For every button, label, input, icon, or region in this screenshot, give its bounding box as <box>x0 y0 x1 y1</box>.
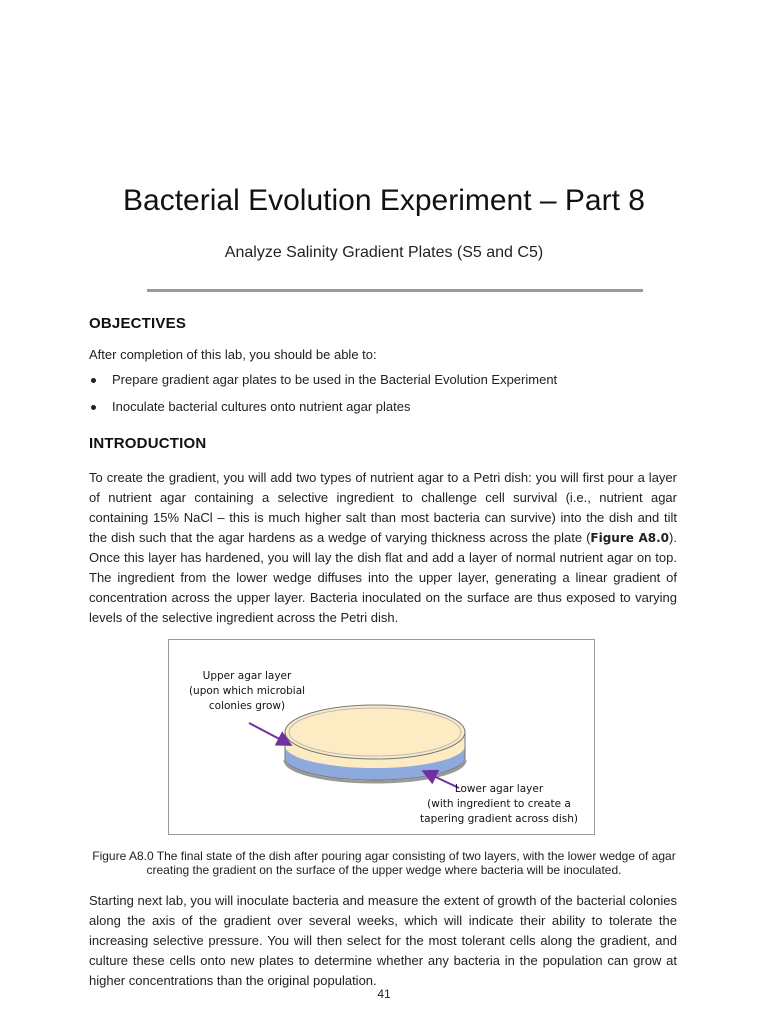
objectives-list <box>89 370 679 424</box>
upper-layer-arrow <box>249 723 289 744</box>
figure-a8-0 <box>168 639 595 835</box>
bullet-icon <box>91 378 96 383</box>
upper-layer-label: Upper agar layer (upon which microbial colonies grow) <box>188 670 306 712</box>
page-subtitle: Analyze Salinity Gradient Plates (S5 and C5) <box>224 244 544 261</box>
closing-paragraph: Starting next lab, you will inoculate bacteria and measure the extent of growth of the bacterial colonies along the axis of the gradient over several weeks, which will indicate their ability to tolerate the increasing selective pressure. You will then select for the most tolerant cells along the gradient, and culture these cells onto new plates to determine whether any bacteria in the population can grow at higher concentrations than the original population. <box>89 893 677 988</box>
page-number: 41 <box>377 987 391 1001</box>
upper-agar-layer <box>285 705 465 759</box>
objectives-heading: OBJECTIVES <box>89 315 187 332</box>
objectives-intro: After completion of this lab, you should be able to: <box>89 347 377 362</box>
page-title: Bacterial Evolution Experiment – Part 8 <box>123 184 645 217</box>
figure-reference: Figure A8.0 <box>590 531 670 545</box>
list-item: Prepare gradient agar plates to be used in the Bacterial Evolution Experiment <box>89 370 679 397</box>
introduction-paragraph: To create the gradient, you will add two types of nutrient agar to a Petri dish: you will first pour a layer of nutrient agar containing a selective ingredient to challenge cell survival (i.e., nutrient agar containing 15% NaCl – this is much higher salt than most bacteria can survive) into the dish and tilt the dish such that the agar hardens as a wedge of varying thickness across the plate (Figure A8.0). Once this layer has hardened, you will lay the dish flat and add a layer of normal nutrient agar on top. The ingredient from the lower wedge diffuses into the upper layer, generating a linear gradient of concentration across the upper layer. Bacteria inoculated on the surface are thus exposed to varying levels of the selective ingredient across the Petri dish. <box>89 470 677 625</box>
figure-caption: Figure A8.0 The final state of the dish after pouring agar consisting of two layers, with the lower wedge of agar creating the gradient on the surface of the upper wedge where bacteria will be inoculated. <box>92 849 676 877</box>
title-divider <box>147 289 643 292</box>
list-item: Inoculate bacterial cultures onto nutrient agar plates <box>89 397 679 424</box>
lower-layer-label: Lower agar layer (with ingredient to create a tapering gradient across dish) <box>420 783 578 825</box>
bullet-icon <box>91 405 96 410</box>
introduction-heading: INTRODUCTION <box>89 435 207 452</box>
